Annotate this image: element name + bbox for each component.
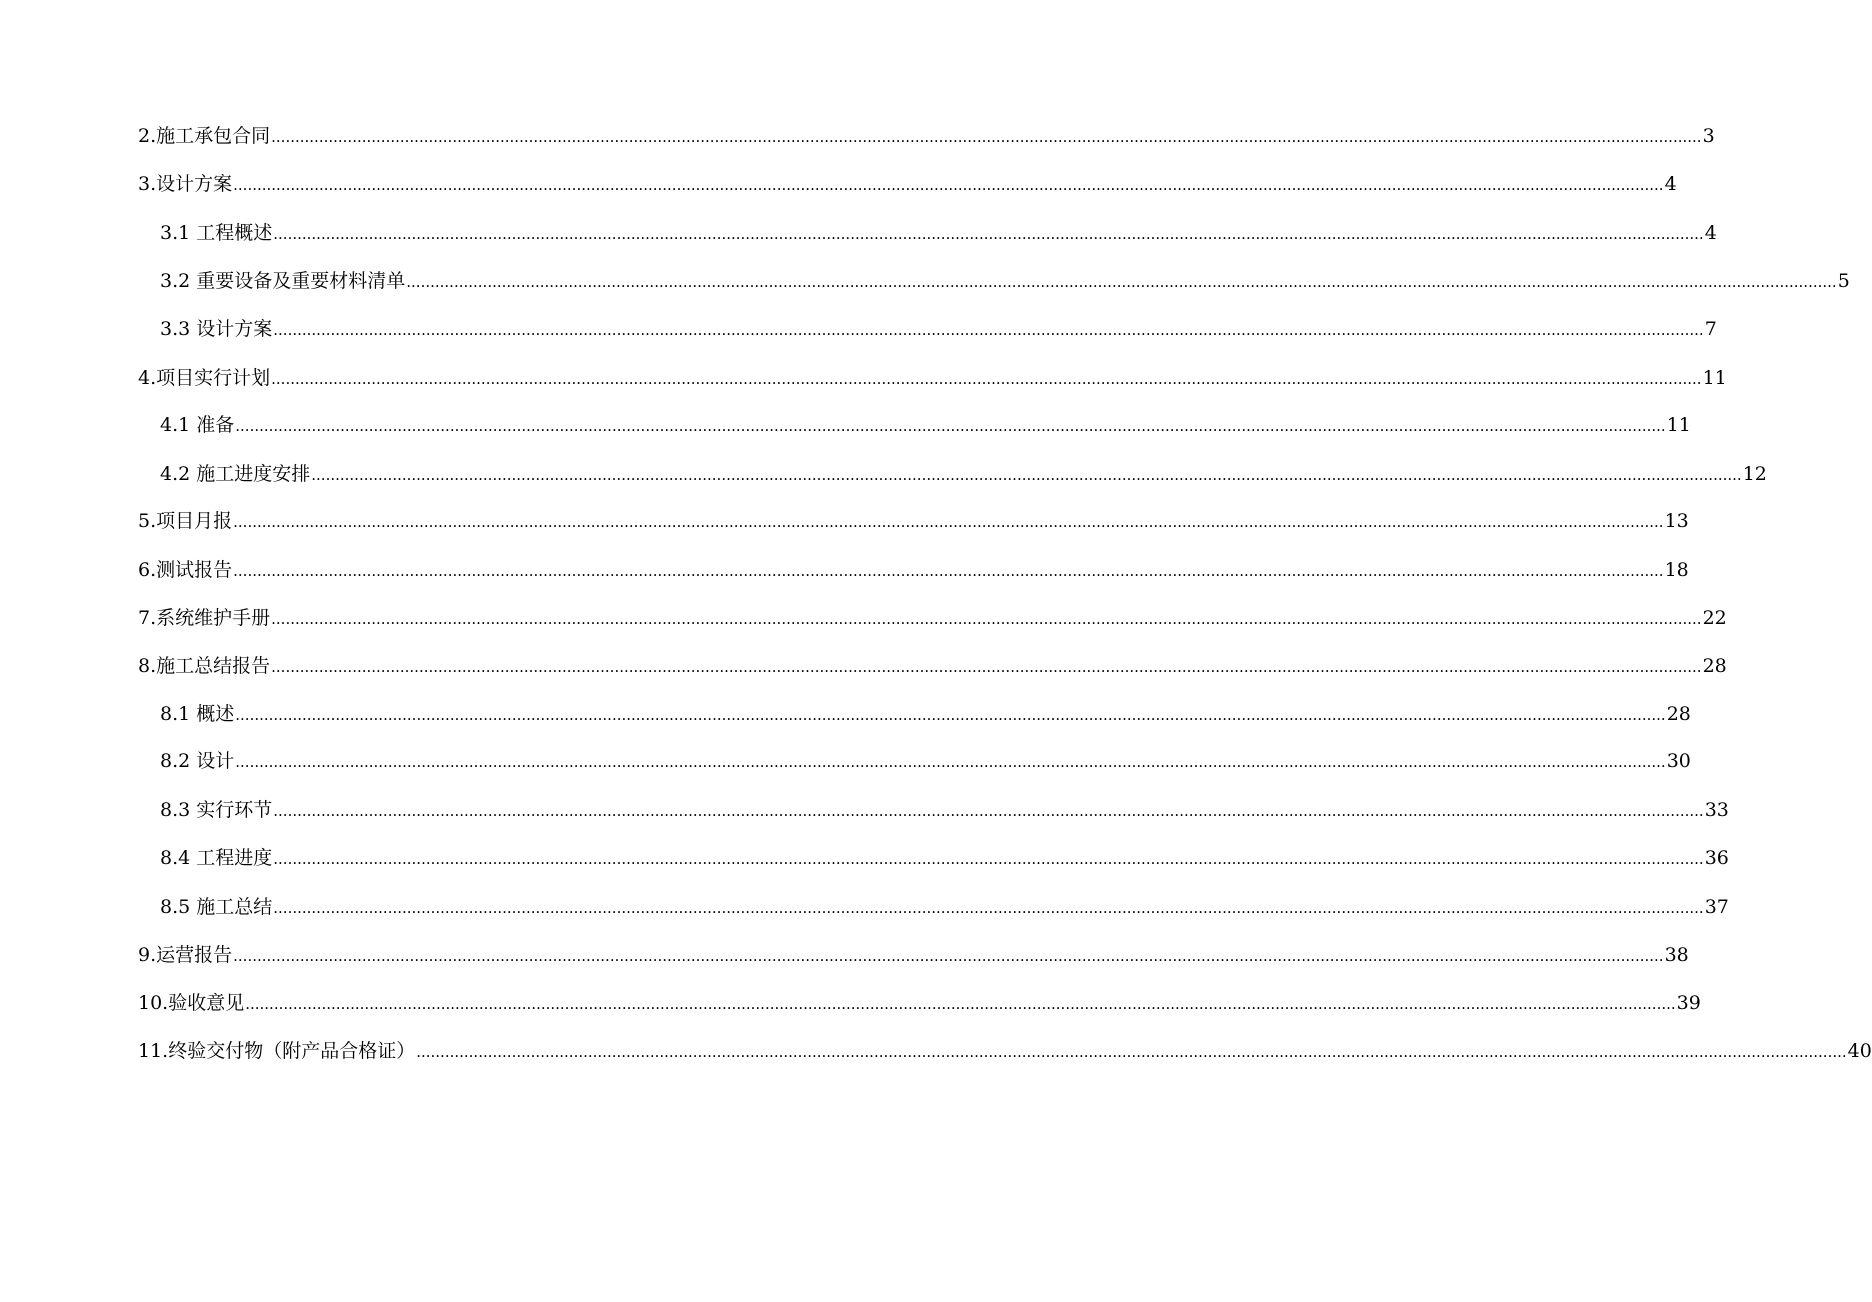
toc-entry[interactable] [138, 169, 1677, 199]
toc-entry[interactable] [138, 121, 1715, 151]
toc-leader-dots: ............................................................................................................................................................................................................................................................................................................ [233, 562, 1664, 580]
toc-entry-label: 5.项目月报 [138, 510, 233, 532]
toc-entry-page: 4 [1664, 173, 1677, 195]
toc-entry-label: 3.3 设计方案 [160, 318, 273, 340]
toc-leader-dots: ............................................................................................................................................................................................................................................................................................................ [245, 995, 1676, 1013]
toc-entry-page: 40 [1847, 1040, 1872, 1062]
toc-entry-page: 11 [1702, 367, 1727, 389]
toc-entry-page: 12 [1742, 463, 1767, 485]
toc-leader-dots: ............................................................................................................................................................................................................................................................................................................ [233, 513, 1664, 531]
toc-leader-dots: ............................................................................................................................................................................................................................................................................................................ [271, 128, 1702, 146]
toc-entry[interactable] [138, 363, 1727, 393]
toc-entry-label: 4.2 施工进度安排 [160, 463, 311, 485]
toc-entry[interactable] [138, 940, 1689, 970]
toc-entry-label: 8.3 实行环节 [160, 799, 273, 821]
toc-entry-page: 33 [1704, 799, 1729, 821]
toc-leader-dots: ............................................................................................................................................................................................................................................................................................................ [235, 706, 1666, 724]
toc-leader-dots: ............................................................................................................................................................................................................................................................................................................ [311, 466, 1742, 484]
toc-entry-label: 10.验收意见 [138, 992, 245, 1014]
toc-leader-dots: ............................................................................................................................................................................................................................................................................................................ [273, 802, 1704, 820]
toc-entry[interactable] [138, 1036, 1872, 1066]
toc-entry-label: 8.5 施工总结 [160, 896, 273, 918]
toc-leader-dots: ............................................................................................................................................................................................................................................................................................................ [273, 225, 1704, 243]
toc-entry[interactable] [160, 314, 1717, 344]
toc-entry-page: 38 [1664, 944, 1689, 966]
toc-entry-page: 11 [1666, 414, 1691, 436]
toc-entry[interactable] [160, 459, 1767, 489]
toc-leader-dots: ............................................................................................................................................................................................................................................................................................................ [273, 321, 1704, 339]
toc-leader-dots: ............................................................................................................................................................................................................................................................................................................ [273, 899, 1704, 917]
toc-leader-dots: ............................................................................................................................................................................................................................................................................................................ [271, 370, 1702, 388]
toc-entry[interactable] [160, 218, 1717, 248]
toc-entry[interactable] [160, 266, 1850, 296]
toc-entry-label: 6.测试报告 [138, 559, 233, 581]
toc-entry-label: 3.1 工程概述 [160, 222, 273, 244]
toc-entry-label: 8.施工总结报告 [138, 655, 271, 677]
toc-entry-label: 8.1 概述 [160, 703, 235, 725]
toc-entry-page: 13 [1664, 510, 1689, 532]
toc-entry-page: 5 [1837, 270, 1850, 292]
toc-entry-label: 8.2 设计 [160, 750, 235, 772]
toc-entry-page: 3 [1702, 125, 1715, 147]
toc-leader-dots: ............................................................................................................................................................................................................................................................................................................ [416, 1043, 1847, 1061]
toc-entry-label: 4.项目实行计划 [138, 367, 271, 389]
toc-entry-page: 39 [1676, 992, 1701, 1014]
toc-leader-dots: ............................................................................................................................................................................................................................................................................................................ [235, 417, 1666, 435]
toc-leader-dots: ............................................................................................................................................................................................................................................................................................................ [235, 753, 1666, 771]
toc-leader-dots: ............................................................................................................................................................................................................................................................................................................ [233, 176, 1664, 194]
toc-entry-label: 11.终验交付物（附产品合格证） [138, 1040, 416, 1062]
toc-entry-label: 3.2 重要设备及重要材料清单 [160, 270, 406, 292]
toc-entry[interactable] [138, 651, 1727, 681]
toc-leader-dots: ............................................................................................................................................................................................................................................................................................................ [271, 658, 1702, 676]
toc-entry-label: 4.1 准备 [160, 414, 235, 436]
toc-entry-label: 8.4 工程进度 [160, 847, 273, 869]
toc-entry-label: 7.系统维护手册 [138, 607, 271, 629]
toc-entry-page: 37 [1704, 896, 1729, 918]
toc-leader-dots: ............................................................................................................................................................................................................................................................................................................ [273, 850, 1704, 868]
toc-leader-dots: ............................................................................................................................................................................................................................................................................................................ [406, 273, 1837, 291]
toc-entry[interactable] [160, 795, 1729, 825]
toc-entry[interactable] [160, 746, 1691, 776]
toc-entry-page: 22 [1702, 607, 1727, 629]
toc-entry[interactable] [138, 506, 1689, 536]
toc-entry[interactable] [138, 555, 1689, 585]
toc-entry[interactable] [160, 892, 1729, 922]
toc-leader-dots: ............................................................................................................................................................................................................................................................................................................ [271, 610, 1702, 628]
toc-entry-page: 36 [1704, 847, 1729, 869]
toc-leader-dots: ............................................................................................................................................................................................................................................................................................................ [233, 947, 1664, 965]
toc-entry-label: 2.施工承包合同 [138, 125, 271, 147]
toc-entry-page: 18 [1664, 559, 1689, 581]
toc-entry-label: 3.设计方案 [138, 173, 233, 195]
toc-entry-page: 28 [1666, 703, 1691, 725]
toc-entry[interactable] [138, 603, 1727, 633]
toc-entry-page: 7 [1704, 318, 1717, 340]
toc-entry[interactable] [160, 410, 1691, 440]
toc-entry-page: 30 [1666, 750, 1691, 772]
toc-entry-label: 9.运营报告 [138, 944, 233, 966]
toc-entry[interactable] [160, 843, 1729, 873]
toc-entry[interactable] [160, 699, 1691, 729]
toc-entry[interactable] [138, 988, 1701, 1018]
toc-entry-page: 28 [1702, 655, 1727, 677]
toc-entry-page: 4 [1704, 222, 1717, 244]
